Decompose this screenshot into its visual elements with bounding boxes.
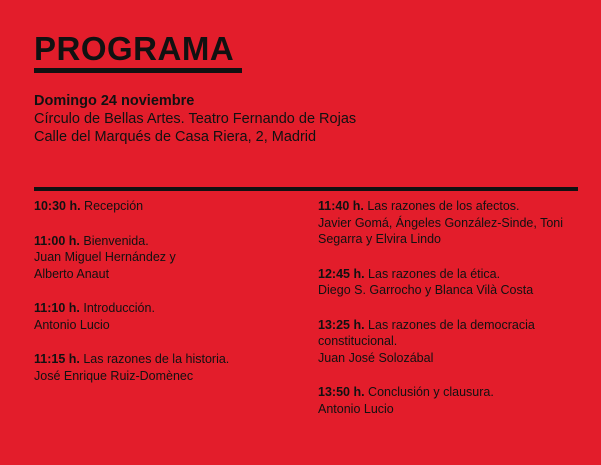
item-time: 11:00 h.	[34, 233, 80, 248]
item-label: Las razones de la democracia constitucional.	[318, 317, 535, 348]
item-speakers: José Enrique Ruiz-Domènec	[34, 368, 194, 383]
item-time: 13:25 h.	[318, 317, 365, 332]
item-label: Introducción.	[83, 301, 155, 315]
item-time: 12:45 h.	[318, 266, 365, 281]
event-info	[34, 92, 356, 146]
event-address: Calle del Marqués de Casa Riera, 2, Madrid	[34, 129, 317, 145]
schedule-column-left	[34, 198, 274, 402]
item-label: Recepción	[84, 199, 144, 213]
item-time: 11:40 h.	[318, 199, 364, 213]
divider	[34, 187, 578, 191]
item-label: Las razones de la historia.	[83, 352, 230, 366]
schedule-item	[318, 198, 583, 248]
event-date: Domingo 24 noviembre	[34, 93, 195, 109]
schedule-column-right	[318, 198, 583, 435]
item-speakers: Antonio Lucio	[318, 401, 394, 416]
schedule-item	[318, 317, 583, 367]
item-time: 10:30 h.	[34, 199, 81, 213]
item-speakers: Juan José Solozábal	[318, 350, 434, 365]
item-time: 13:50 h.	[318, 385, 365, 399]
item-time: 11:10 h.	[34, 301, 80, 315]
page-title: PROGRAMA	[34, 30, 235, 67]
title-underline	[34, 68, 242, 73]
item-time: 11:15 h.	[34, 352, 80, 366]
item-speakers: Diego S. Garrocho y Blanca Vilà Costa	[318, 283, 534, 297]
schedule-item	[34, 300, 274, 333]
schedule-item	[34, 233, 274, 283]
item-label: Las razones de los afectos.	[367, 199, 520, 213]
item-speakers: Antonio Lucio	[34, 317, 110, 332]
item-speakers: Javier Gomá, Ángeles González-Sinde, Toni Segarra y Elvira Lindo	[318, 215, 564, 246]
event-venue: Círculo de Bellas Artes. Teatro Fernando de Rojas	[34, 111, 357, 127]
schedule-item	[318, 384, 583, 417]
item-label: Bienvenida.	[83, 233, 149, 248]
schedule-item	[34, 351, 274, 384]
schedule-item	[318, 266, 583, 299]
item-label: Las razones de la ética.	[368, 266, 501, 281]
item-speakers: Juan Miguel Hernández y Alberto Anaut	[34, 250, 176, 281]
schedule-item	[34, 198, 274, 215]
item-label: Conclusión y clausura.	[368, 385, 494, 399]
